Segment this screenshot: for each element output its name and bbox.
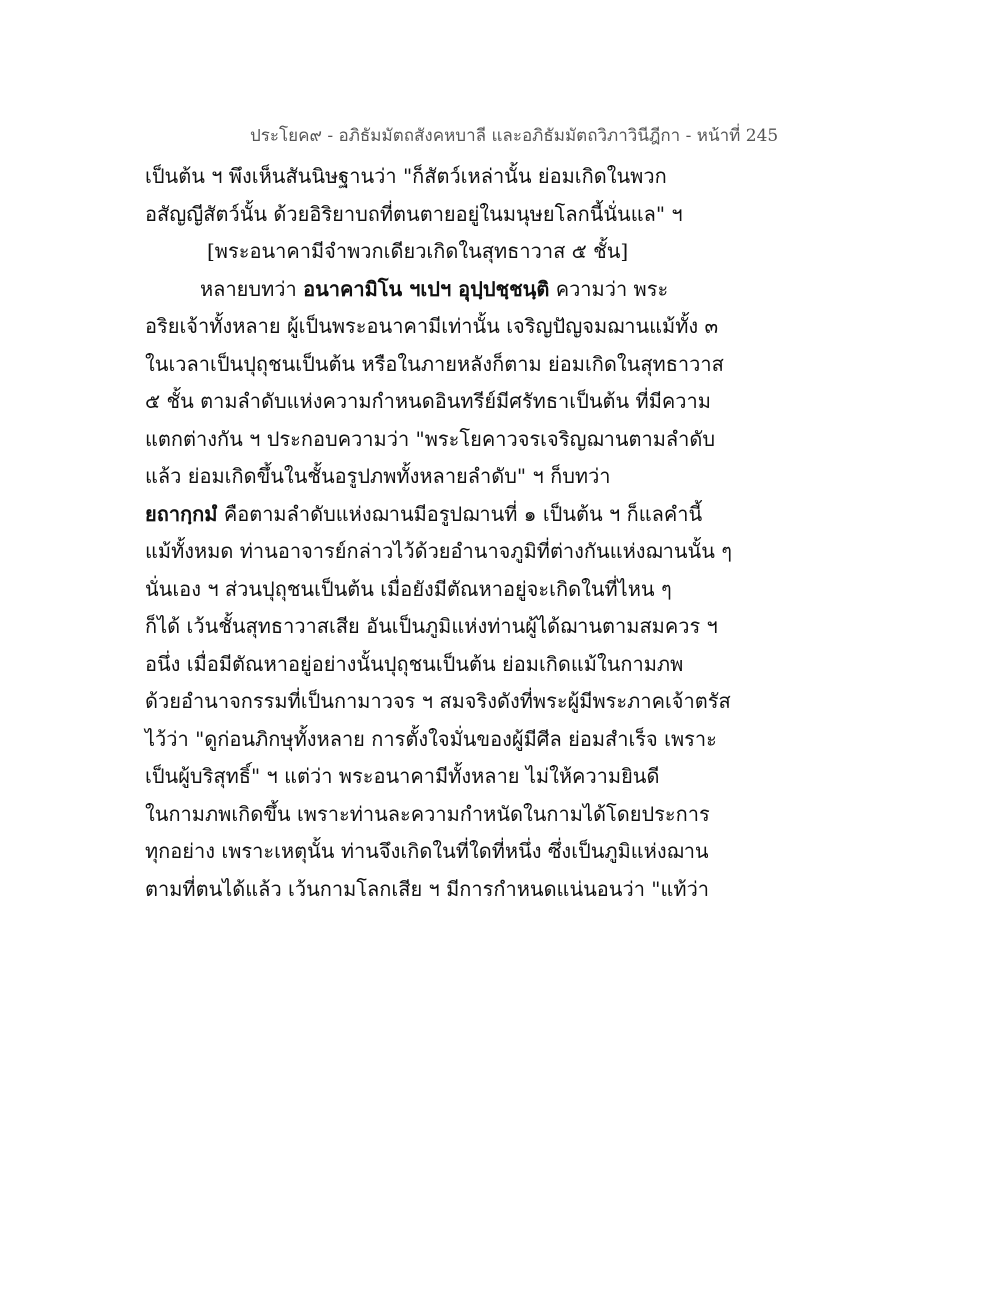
text-line: ไว้ว่า "ดูก่อนภิกษุทั้งหลาย การตั้งใจมั่นของผู้มีศีล ย่อมสำเร็จ เพราะ [145,726,717,751]
text-line: ๕ ชั้น ตามลำดับแห่งความกำหนดอินทรีย์มีศรัทธาเป็นต้น ที่มีความ [145,389,711,413]
text-run: ความว่า พระ [549,276,669,301]
text-line: ในกามภพเกิดขึ้น เพราะท่านละความกำหนัดในกามได้โดยประการ [145,801,710,826]
text-line: อสัญญีสัตว์นั้น ด้วยอิริยาบถที่ตนตายอยู่ในมนุษยโลกนี้นั่นแล" ฯ [145,201,683,226]
text-line: แล้ว ย่อมเกิดขึ้นในชั้นอรูปภพทั้งหลายลำดับ" ฯ ก็บทว่า [145,464,611,488]
text-line [145,496,865,534]
text-line: อริยเจ้าทั้งหลาย ผู้เป็นพระอนาคามีเท่านั้น เจริญปัญจมฌานแม้ทั้ง ๓ [145,314,719,338]
pali-term-bold: ยถากฺกมํ [145,501,218,526]
text-line: แตกต่างกัน ฯ ประกอบความว่า "พระโยคาวจรเจริญฌานตามลำดับ [145,426,716,451]
text-line: แม้ทั้งหมด ท่านอาจารย์กล่าวไว้ด้วยอำนาจภูมิที่ต่างกันแห่งฌานนั้น ๆ [145,539,732,563]
running-header: ประโยค๙ - อภิธัมมัตถสังคหบาลี และอภิธัมมัตถวิภาวินีฎีกา - หน้าที่ 245 [250,126,779,146]
body-text [145,158,865,908]
text-line: เป็นต้น ฯ พึงเห็นสันนิษฐานว่า "ก็สัตว์เหล่านั้น ย่อมเกิดในพวก [145,164,667,188]
text-run: หลายบทว่า [200,276,304,301]
pali-term-bold: อนาคามิโน ฯเปฯ อุปฺปชฺชนฺติ [303,276,550,301]
section-heading: [พระอนาคามีจำพวกเดียวเกิดในสุทธาวาส ๕ ชั้น] [207,239,629,263]
text-line: ตามที่ตนได้แล้ว เว้นกามโลกเสีย ฯ มีการกำหนดแน่นอนว่า "แท้ว่า [145,876,710,901]
text-run: คือตามลำดับแห่งฌานมีอรูปฌานที่ ๑ เป็นต้น ฯ ก็แลคำนี้ [217,501,703,526]
text-line: นั่นเอง ฯ ส่วนปุถุชนเป็นต้น เมื่อยังมีตัณหาอยู่จะเกิดในที่ไหน ๆ [145,576,672,601]
text-line: ด้วยอำนาจกรรมที่เป็นกามาวจร ฯ สมจริงดังที่พระผู้มีพระภาคเจ้าตรัส [145,689,731,713]
text-line: เป็นผู้บริสุทธิ์" ฯ แต่ว่า พระอนาคามีทั้งหลาย ไม่ให้ความยินดี [145,764,660,788]
paragraph-start-line [145,271,865,309]
text-line: ก็ได้ เว้นชั้นสุทธาวาสเสีย อันเป็นภูมิแห่งท่านผู้ได้ฌานตามสมควร ฯ [145,614,718,638]
text-line: ในเวลาเป็นปุถุชนเป็นต้น หรือในภายหลังก็ตาม ย่อมเกิดในสุทธาวาส [145,351,724,376]
text-line: อนึ่ง เมื่อมีตัณหาอยู่อย่างนั้นปุถุชนเป็นต้น ย่อมเกิดแม้ในกามภพ [145,651,684,676]
text-line: ทุกอย่าง เพราะเหตุนั้น ท่านจึงเกิดในที่ใดที่หนึ่ง ซึ่งเป็นภูมิแห่งฌาน [145,839,709,863]
